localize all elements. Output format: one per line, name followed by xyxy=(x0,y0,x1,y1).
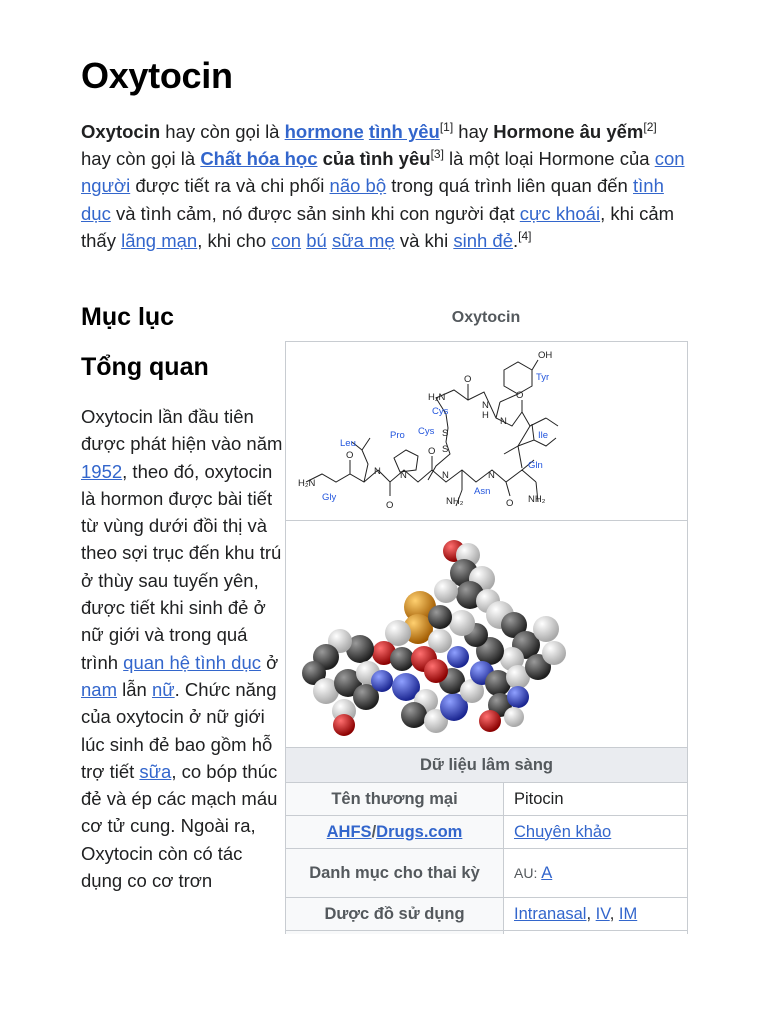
label-n: N xyxy=(400,470,407,481)
link-intranasal[interactable]: Intranasal xyxy=(514,904,587,923)
link-bu[interactable]: bú xyxy=(306,229,327,251)
link-pregnancy-a[interactable]: A xyxy=(541,863,553,882)
text: là một loại Hormone của xyxy=(443,148,655,170)
row-value xyxy=(504,816,688,849)
heading-overview: Tổng quan xyxy=(81,353,209,381)
link-quan-he-tinh-duc[interactable]: quan hệ tình dục xyxy=(123,651,262,673)
text: lẫn xyxy=(117,678,152,700)
separator: / xyxy=(371,822,377,841)
link-tinh-duc[interactable]: tình dục xyxy=(81,175,664,224)
label-s2: S xyxy=(442,444,449,455)
infobox xyxy=(285,341,688,934)
link-iv[interactable]: IV xyxy=(595,904,610,923)
label-n: N xyxy=(500,416,507,427)
link-sua[interactable]: sữa xyxy=(139,760,172,782)
label-o: O xyxy=(464,374,472,385)
table-row xyxy=(286,849,687,898)
text: , co bóp thúc đẻ và ép các mạch máu cơ tử cung. Ngoài ra, Oxytocin còn có tác dụng co cơ trơn xyxy=(81,760,278,892)
link-con-nguoi[interactable]: con người xyxy=(81,148,685,197)
ref-2[interactable]: [2] xyxy=(643,119,657,134)
link-nam[interactable]: nam xyxy=(81,678,117,700)
label-h: H xyxy=(482,410,489,421)
label-cys: Cys xyxy=(432,406,449,417)
label-o: O xyxy=(506,498,514,509)
ref-1[interactable]: [1] xyxy=(439,119,454,134)
label-leu: Leu xyxy=(340,438,356,449)
text: , khi cảm thấy xyxy=(81,202,675,251)
text: hay xyxy=(453,121,494,142)
text: ở xyxy=(261,651,279,673)
label-gln: Gln xyxy=(528,460,543,471)
label-n: N xyxy=(488,470,495,481)
label-n: N xyxy=(482,400,489,411)
label-tyr: Tyr xyxy=(536,372,550,383)
label-gly: Gly xyxy=(322,492,337,503)
overview-paragraph xyxy=(81,403,286,894)
text: được tiết ra và chi phối xyxy=(130,175,330,197)
ref-3[interactable]: [3] xyxy=(430,147,444,162)
text: . xyxy=(512,229,519,251)
label-n: N xyxy=(442,470,449,481)
section-clinical-data: Dữ liệu lâm sàng xyxy=(286,748,687,783)
link-ahfs[interactable]: AHFS xyxy=(326,822,372,841)
heading-contents[interactable]: Mục lục xyxy=(81,303,175,331)
row-value xyxy=(504,849,688,898)
row-value xyxy=(504,898,688,931)
space-filling-model-image[interactable] xyxy=(286,521,687,748)
clinical-data-table xyxy=(286,748,687,934)
row-label: Tên thương mại xyxy=(286,783,504,816)
label-h2n-top: H₂N xyxy=(428,392,446,403)
label-o: O xyxy=(346,450,354,461)
text: trong quá trình liên quan đến xyxy=(386,175,633,197)
link-chat-hoa-hoc[interactable]: Chất hóa học xyxy=(200,148,318,170)
link-drugs-com[interactable]: Drugs.com xyxy=(376,822,463,841)
page-title: Oxytocin xyxy=(81,55,233,96)
row-value: Pitocin xyxy=(504,783,688,816)
text: và tình cảm, nó được sản sinh khi con người đạt xyxy=(110,202,520,224)
link-nu[interactable]: nữ xyxy=(151,678,175,700)
label-nh2-asn: NH₂ xyxy=(446,496,464,507)
table-row xyxy=(286,931,687,935)
structural-formula-image[interactable] xyxy=(286,342,687,521)
label-nh2-gln: NH₂ xyxy=(528,494,546,505)
text: . Chức năng của oxytocin ở nữ giới lúc sinh đẻ bao gồm hỗ trợ tiết xyxy=(81,678,277,782)
table-row xyxy=(286,783,687,816)
text: và khi xyxy=(394,229,454,251)
link-nao-bo[interactable]: não bộ xyxy=(329,175,387,197)
text: , khi cho xyxy=(197,229,272,251)
link-monograph[interactable]: Chuyên khảo xyxy=(514,822,612,841)
text: hay còn gọi là xyxy=(160,121,285,142)
separator: , xyxy=(609,904,619,923)
pregnancy-prefix: AU: xyxy=(514,864,542,881)
label-o: O xyxy=(428,446,436,457)
link-lang-man[interactable]: lãng mạn xyxy=(121,229,198,251)
row-label xyxy=(286,816,504,849)
text: hay còn gọi là xyxy=(81,148,201,170)
label-n: N xyxy=(374,466,381,477)
row-label xyxy=(286,931,504,935)
row-value xyxy=(504,931,688,935)
link-sinh-de[interactable]: sinh đẻ xyxy=(453,229,513,251)
label-h2n-left: H₂N xyxy=(298,478,316,489)
separator: , xyxy=(586,904,596,923)
link-cuc-khoai[interactable]: cực khoái xyxy=(519,202,601,224)
bold-term: Hormone âu yếm xyxy=(493,121,644,142)
label-o: O xyxy=(516,390,524,401)
link-1952[interactable]: 1952 xyxy=(81,460,123,482)
link-sua-me[interactable]: sữa mẹ xyxy=(331,229,395,251)
bold-term: của tình yêu xyxy=(317,148,431,170)
label-pro: Pro xyxy=(390,430,405,441)
label-asn: Asn xyxy=(474,486,491,497)
link-tinh-yeu[interactable]: tình yêu xyxy=(368,121,440,142)
ref-4[interactable]: [4] xyxy=(518,228,532,243)
intro-paragraph xyxy=(81,118,686,254)
infobox-caption: Oxytocin xyxy=(451,309,521,326)
label-cys: Cys xyxy=(418,426,435,437)
row-label: Dược đồ sử dụng xyxy=(286,898,504,931)
label-ile: Ile xyxy=(538,430,549,441)
table-row xyxy=(286,898,687,931)
text: , theo đó, oxytocin là hormon được bài tiết từ vùng dưới đồi thị và theo sợi trục đến khu trú ở thùy sau tuyến yên, được tiết khi sinh đẻ ở nữ giới và trong quá trình xyxy=(81,460,282,673)
link-im[interactable]: IM xyxy=(618,904,638,923)
row-label: Danh mục cho thai kỳ xyxy=(286,849,504,898)
label-s1: S xyxy=(442,428,449,439)
bold-term: Oxytocin xyxy=(81,121,161,142)
label-oh: OH xyxy=(538,350,553,361)
table-row xyxy=(286,816,687,849)
text: Oxytocin lần đầu tiên được phát hiện vào năm xyxy=(81,406,283,455)
link-hormone[interactable]: hormone xyxy=(284,121,364,142)
link-con[interactable]: con xyxy=(271,229,302,251)
label-o: O xyxy=(386,500,394,511)
